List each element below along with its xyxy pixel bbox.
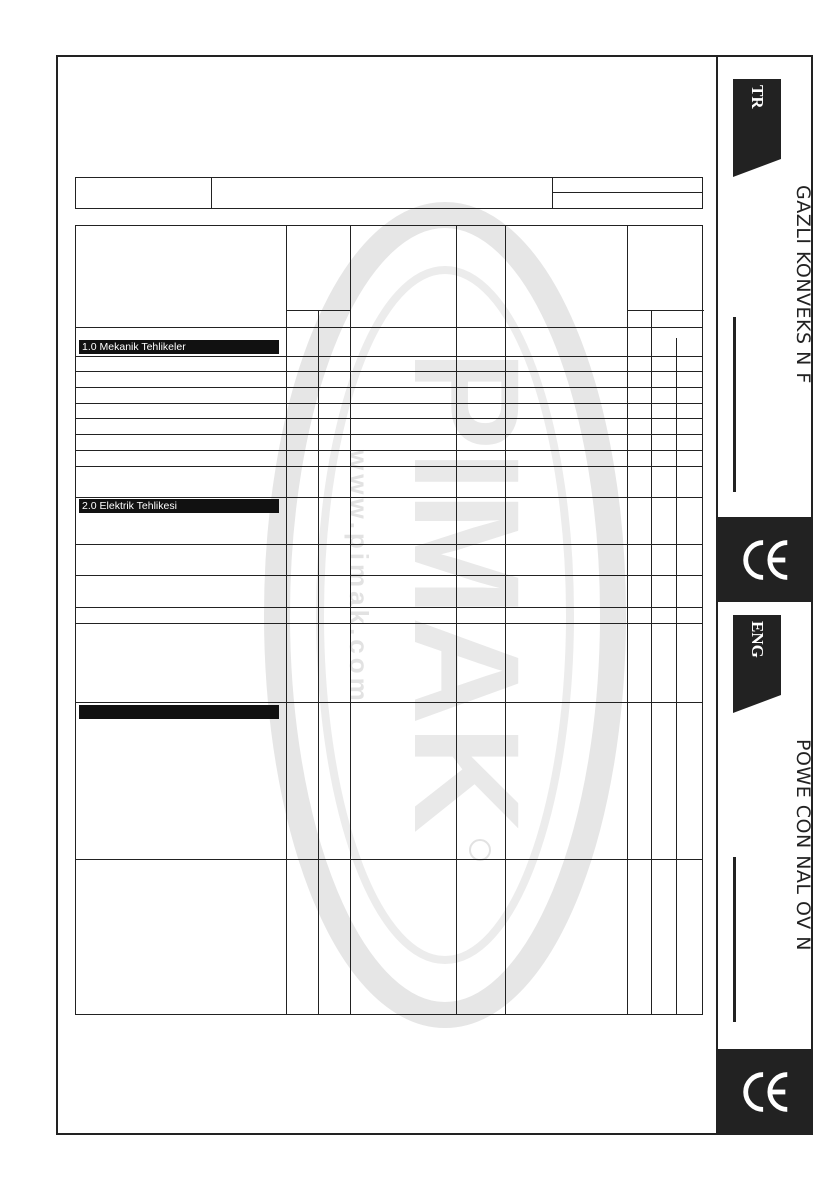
- product-title-tr: GAZLI KONVEKS N F: [792, 185, 814, 384]
- risk-table: [75, 225, 703, 1015]
- language-tab-tr: TR: [733, 79, 781, 159]
- section-mechanical-hazards: 1.0 Mekanik Tehlikeler: [79, 340, 279, 354]
- section-third-hazard: [79, 705, 279, 719]
- product-title-eng: POWE CON NAL OV N: [792, 739, 814, 951]
- language-side-strip: [718, 55, 813, 1135]
- ce-mark-icon: [718, 517, 813, 602]
- watermark-brand: PIMAK: [383, 350, 551, 834]
- ce-mark-icon: [718, 1049, 813, 1134]
- language-tab-eng: ENG: [733, 615, 781, 695]
- watermark-url: www.pimak.com: [344, 450, 374, 705]
- section-electrical-hazard: 2.0 Elektrik Tehlikesi: [79, 499, 279, 513]
- header-box: [75, 177, 703, 209]
